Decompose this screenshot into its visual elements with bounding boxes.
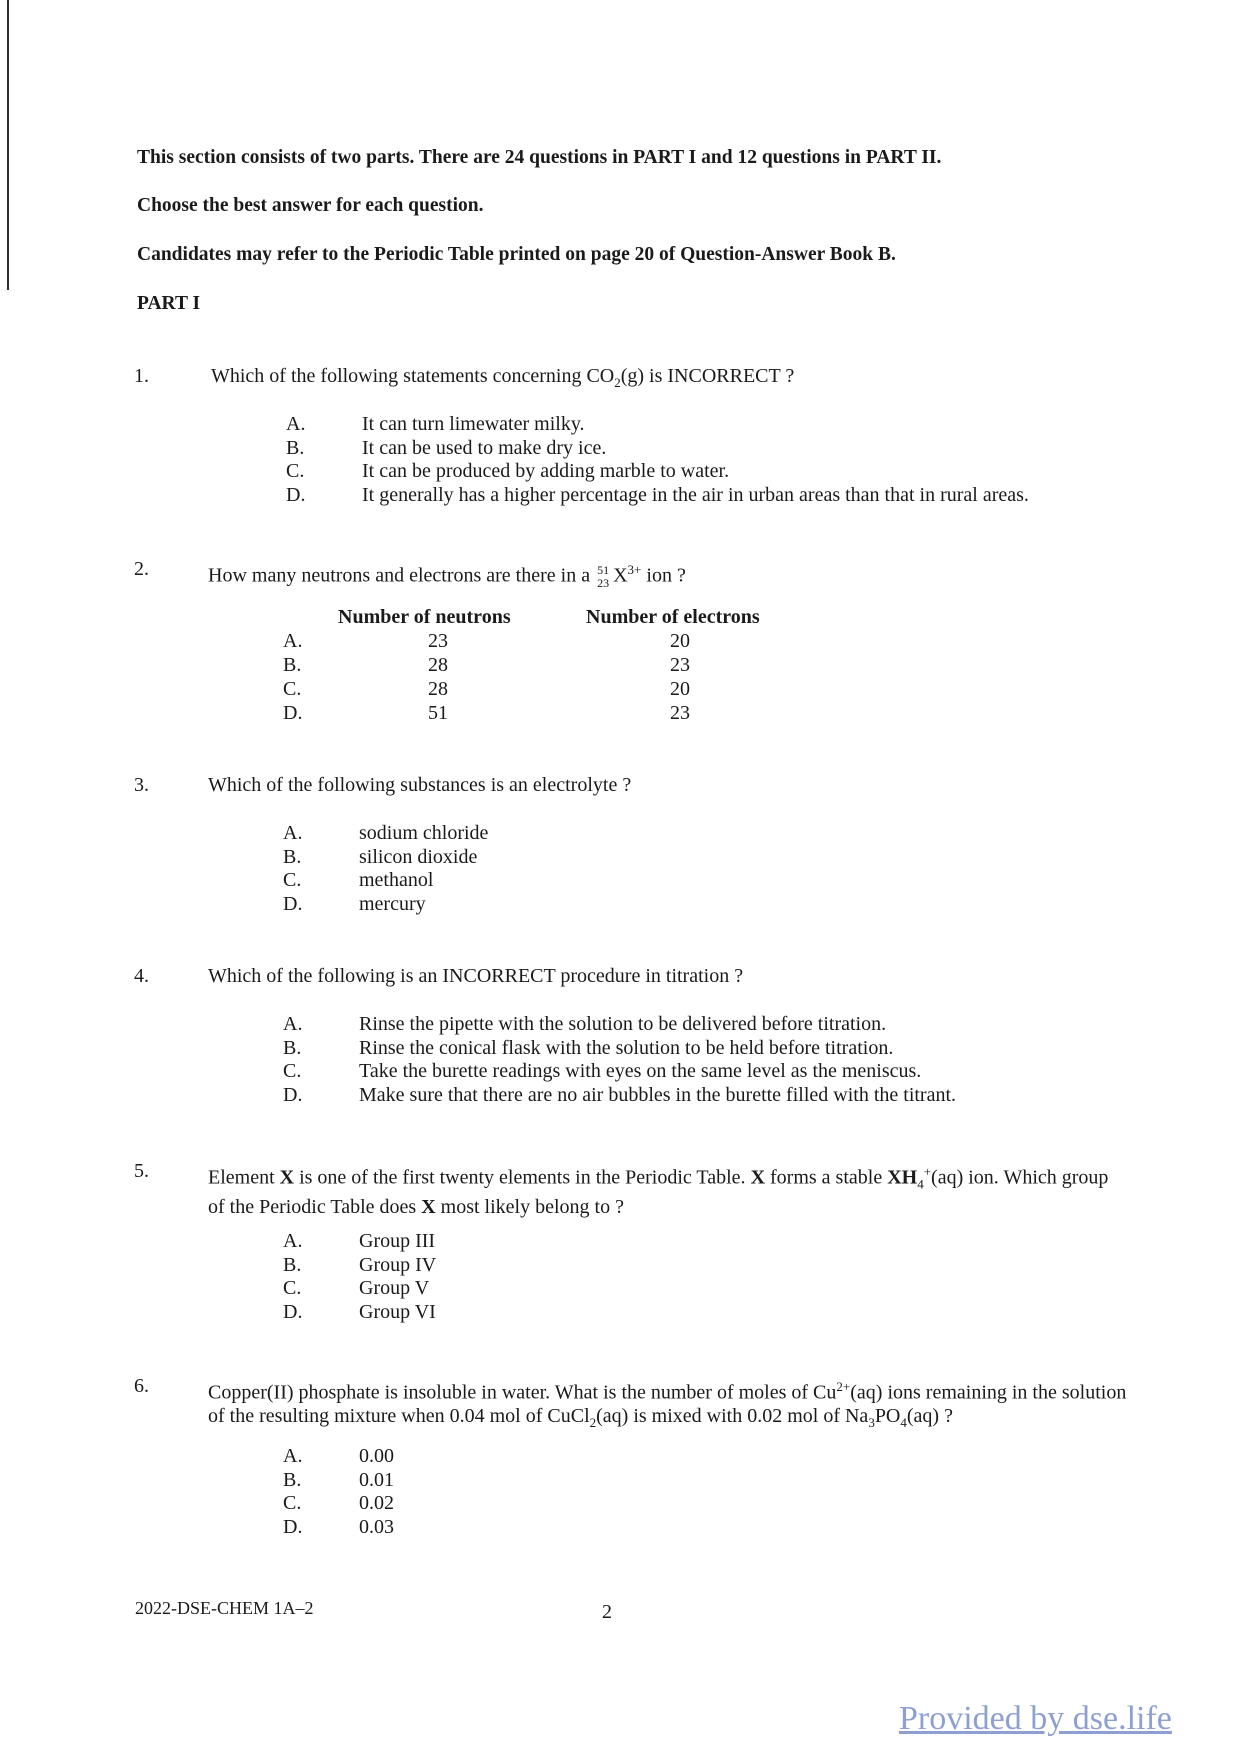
question-number: 3. [134, 774, 149, 796]
instructions-line-1: This section consists of two parts. There are 24 questions in PART I and 12 questions in PART II. [137, 147, 942, 168]
paper-code: 2022-DSE-CHEM 1A–2 [135, 1598, 314, 1618]
question-number: 5. [134, 1160, 149, 1182]
question-number: 1. [134, 365, 149, 387]
question-text: Element X is one of the first twenty elements in the Periodic Table. X forms a stable $XH_4^+(aq)$ ion. Which group of the Periodic Table does X most likely belong to ? [208, 1164, 1109, 1218]
column-header-electrons: Number of electrons [586, 606, 760, 628]
table-row: D. 51 23 [283, 702, 690, 724]
question-text: Which of the following is an INCORRECT procedure in titration ? [208, 965, 744, 987]
column-header-neutrons: Number of neutrons [338, 606, 511, 628]
part-heading: PART I [137, 293, 201, 314]
isotope-notation: 51 23 [597, 562, 610, 590]
question-number: 6. [134, 1375, 149, 1397]
question-number: 2. [134, 558, 149, 580]
margin-line [7, 0, 9, 290]
question-text: How many neutrons and electrons are there in a 51 23 $X^{3+}$ ion ? [208, 562, 686, 590]
question-text: Which of the following substances is an electrolyte ? [208, 774, 632, 796]
page-number: 2 [602, 1601, 612, 1623]
question-text: Copper(II) phosphate is insoluble in water. What is the number of moles of $Cu^{2+}(aq)$ ions remaining in the solution of the resulting mixture when 0.04 mol of CuCl$_2$(aq) is mixed with 0.02 mol of $Na_3PO_4(aq)$ ? [208, 1379, 1127, 1430]
question-text: Which of the following statements concerning $CO_2(g)$ is INCORRECT ? [211, 365, 795, 390]
question-number: 4. [134, 965, 149, 987]
table-row: B. 28 23 [283, 654, 690, 676]
table-row: A. 23 20 [283, 630, 690, 652]
instructions-line-3: Candidates may refer to the Periodic Table printed on page 20 of Question-Answer Book B. [137, 244, 896, 265]
table-row: C. 28 20 [283, 678, 690, 700]
source-watermark-link[interactable]: Provided by dse.life [899, 1700, 1172, 1737]
instructions-line-2: Choose the best answer for each question. [137, 195, 484, 216]
